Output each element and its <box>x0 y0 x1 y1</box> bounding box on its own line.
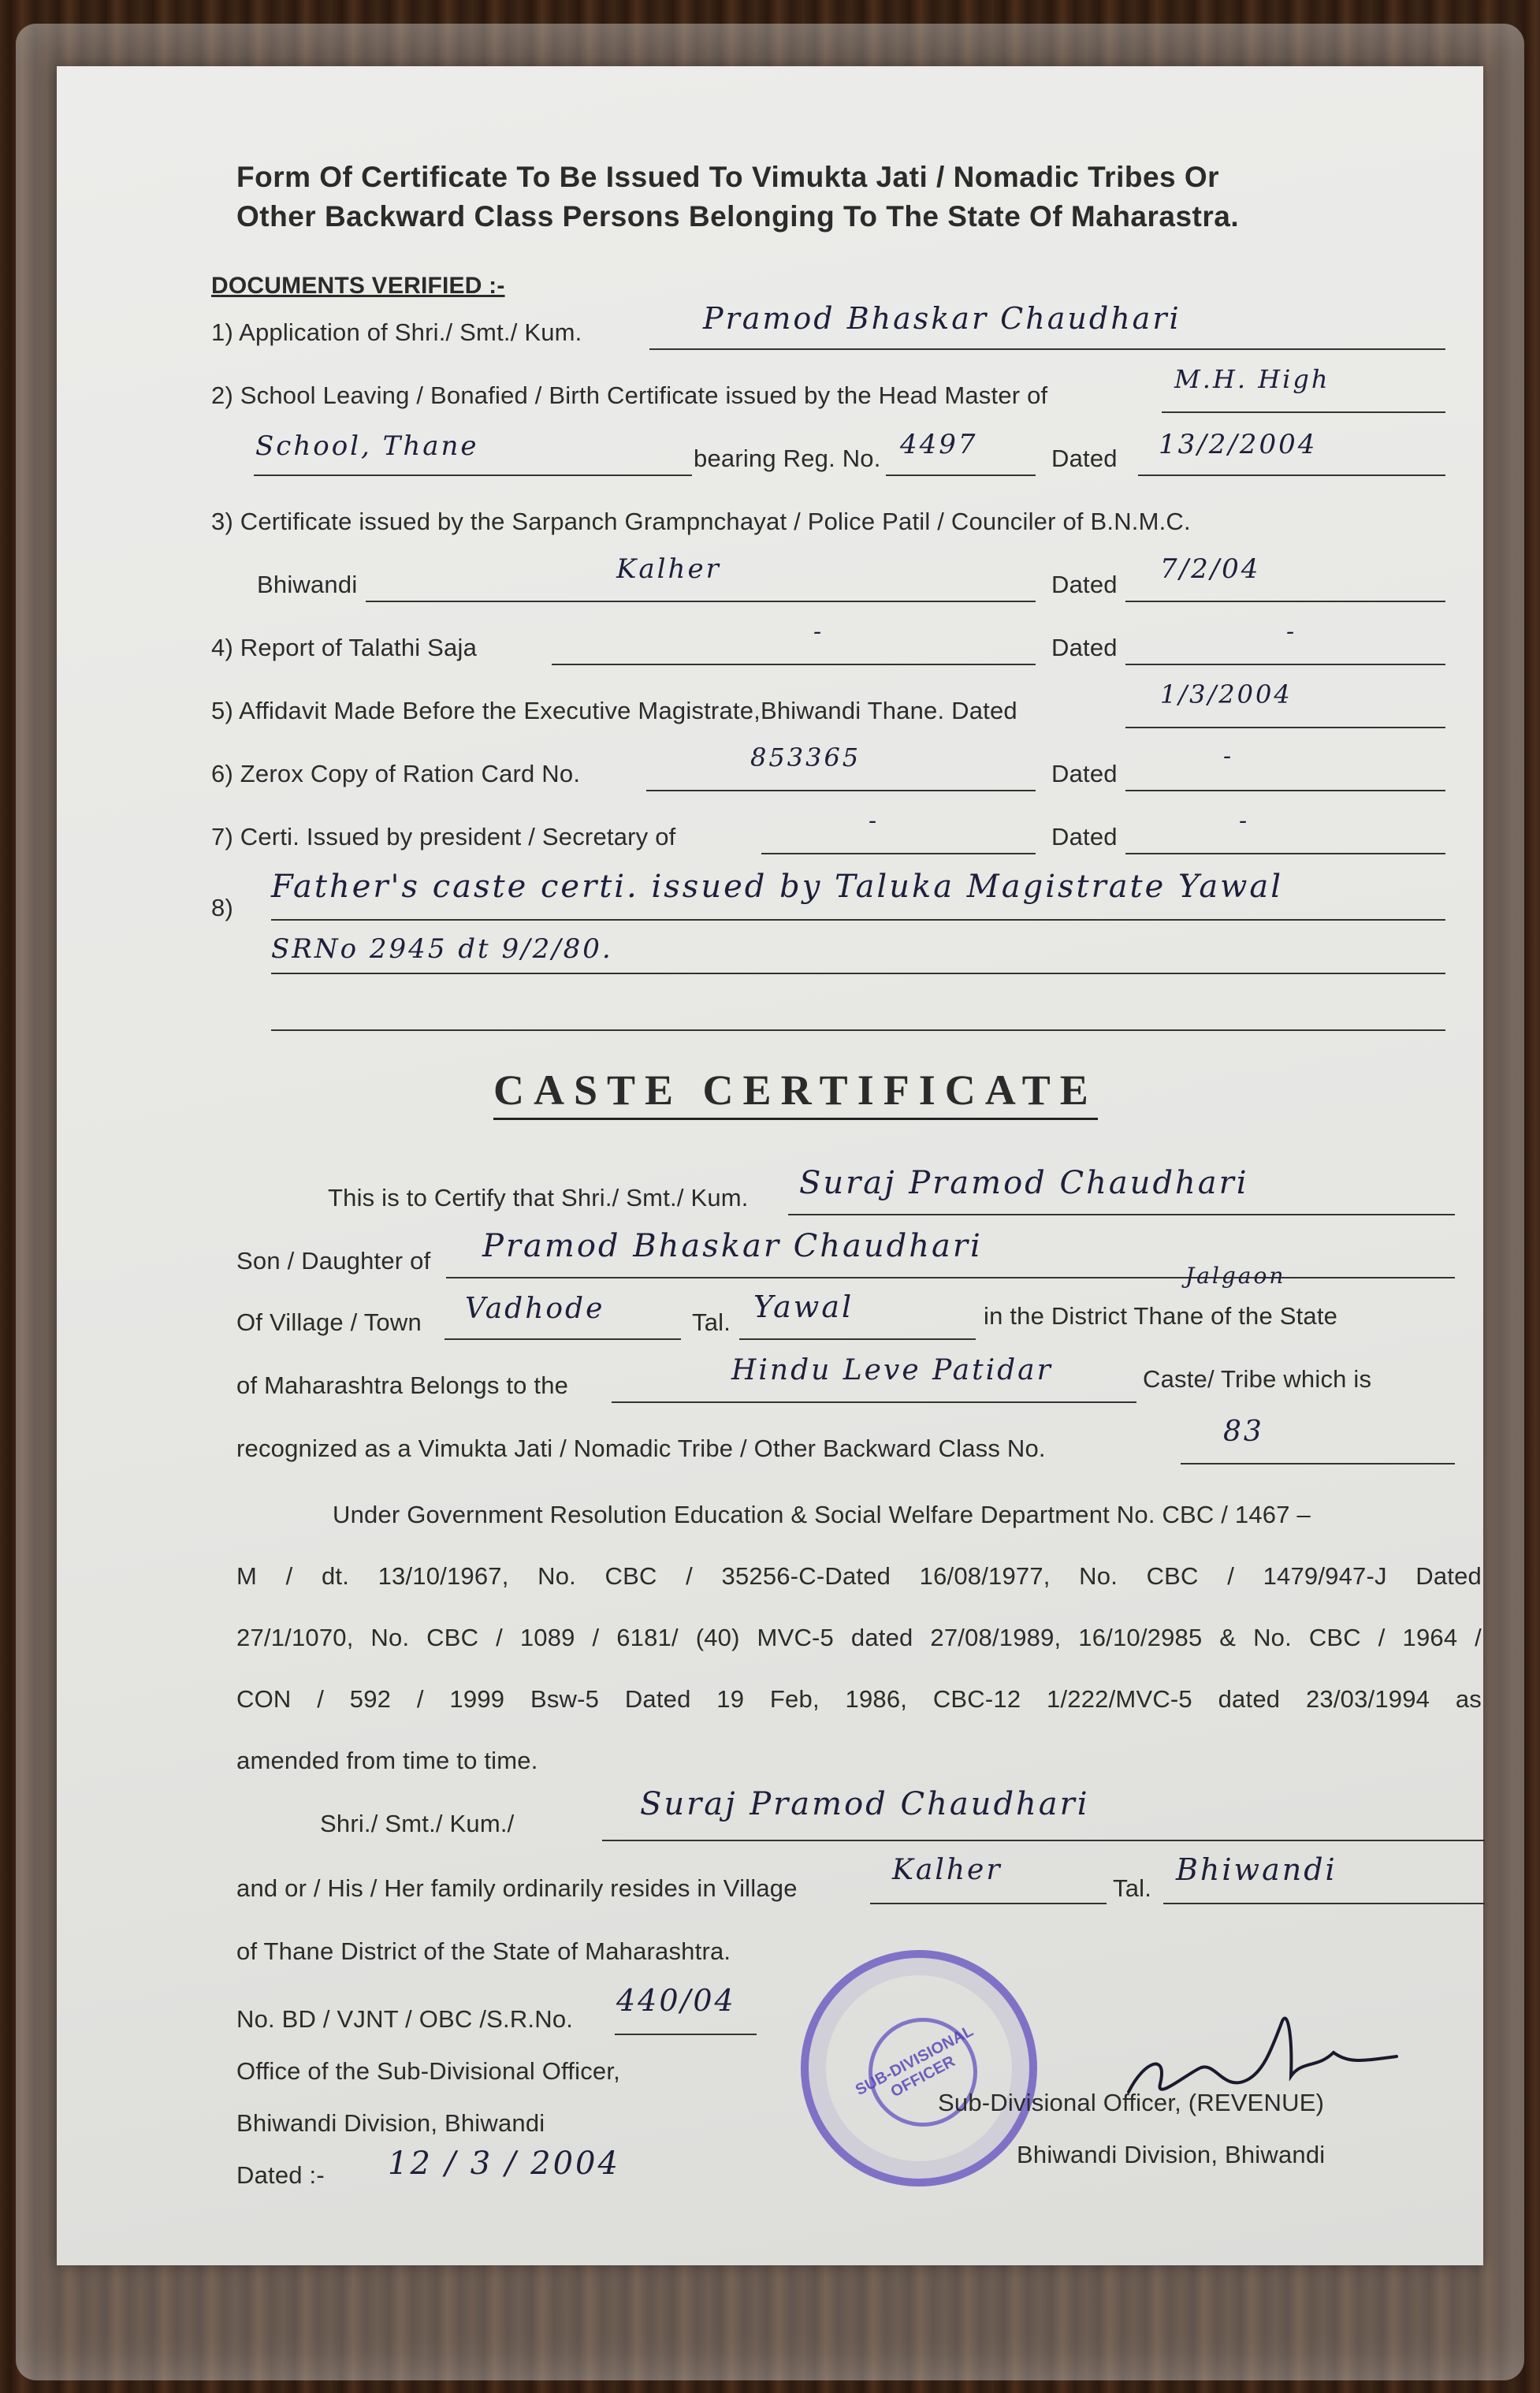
doc-item-8-rule-3 <box>271 1029 1445 1031</box>
doc-item-3-place: Bhiwandi <box>257 571 358 598</box>
form-title-line2: Other Backward Class Persons Belonging To The State Of Maharastra. <box>236 200 1240 233</box>
doc-item-2-value-a: M.H. High <box>1174 364 1330 394</box>
documents-verified-heading: DOCUMENTS VERIFIED :- <box>211 273 505 299</box>
certificate-document <box>57 66 1483 2265</box>
doc-item-2-line-a <box>1162 411 1445 413</box>
district-text: in the District Thane of the State <box>984 1302 1338 1330</box>
resides-name: Suraj Pramod Chaudhari <box>640 1786 1090 1822</box>
seal-text: SUB-DIVISIONAL OFFICER <box>852 2022 976 2101</box>
doc-item-5-dated-value: 1/3/2004 <box>1160 679 1293 709</box>
village-value: Vadhode <box>465 1293 605 1325</box>
class-no-line <box>1181 1463 1455 1464</box>
doc-item-2-dated-line <box>1138 475 1445 476</box>
district-correction: Jalgaon <box>1185 1263 1286 1289</box>
village-label: Of Village / Town <box>236 1308 422 1336</box>
doc-item-4-dated-value: - <box>1286 618 1297 646</box>
sr-no-label: No. BD / VJNT / OBC /S.R.No. <box>236 2005 574 2033</box>
doc-item-3-label: 3) Certificate issued by the Sarpanch Grampnchayat / Police Patil / Counciler of B.N.M.C. <box>211 508 1191 535</box>
doc-item-2-reg-label: bearing Reg. No. <box>694 445 881 472</box>
doc-item-7-dated-label: Dated <box>1051 823 1118 850</box>
doc-item-4-dated-line <box>1125 664 1445 665</box>
doc-item-4-value: - <box>813 618 824 646</box>
doc-item-2-dated-value: 13/2/2004 <box>1159 429 1318 460</box>
resides-tal-line <box>1163 1903 1485 1904</box>
office-line2: Bhiwandi Division, Bhiwandi <box>236 2109 545 2137</box>
tal-line <box>739 1338 976 1340</box>
village-line <box>445 1338 681 1340</box>
sr-no-line <box>615 2034 757 2035</box>
doc-item-2-label: 2) School Leaving / Bonafied / Birth Certificate issued by the Head Master of <box>211 381 1048 409</box>
doc-item-7-label: 7) Certi. Issued by president / Secretary of <box>211 823 676 850</box>
recognized-label: recognized as a Vimukta Jati / Nomadic Tribe / Other Backward Class No. <box>236 1435 1046 1462</box>
doc-item-6-dated-label: Dated <box>1051 760 1118 787</box>
caste-suffix: Caste/ Tribe which is <box>1143 1365 1372 1393</box>
officer-division: Bhiwandi Division, Bhiwandi <box>1017 2141 1326 2168</box>
resides-label: and or / His / Her family ordinarily resides in Village <box>236 1874 798 1902</box>
tal-label: Tal. <box>692 1308 731 1336</box>
doc-item-4-dated-label: Dated <box>1051 634 1118 661</box>
doc-item-2-reg-value: 4497 <box>900 429 978 460</box>
office-line1: Office of the Sub-Divisional Officer, <box>236 2057 620 2085</box>
gr-line4: CON / 592 / 1999 Bsw-5 Dated 19 Feb, 1986, CBC-12 1/222/MVC-5 dated 23/03/1994 as <box>236 1685 1482 1713</box>
doc-item-8-rule-1 <box>271 919 1445 921</box>
gr-line1: Under Government Resolution Education & Social Welfare Department No. CBC / 1467 – <box>333 1501 1311 1528</box>
resides-tal: Bhiwandi <box>1176 1852 1337 1887</box>
belongs-label: of Maharashtra Belongs to the <box>236 1371 569 1399</box>
doc-item-3-dated-value: 7/2/04 <box>1160 553 1261 585</box>
gr-line2: M / dt. 13/10/1967, No. CBC / 35256-C-Dated 16/08/1977, No. CBC / 1479/947-J Dated <box>236 1562 1482 1590</box>
doc-item-5-dated-line <box>1125 727 1445 728</box>
doc-item-2-line-b <box>254 475 692 476</box>
doc-item-8-rule-2 <box>271 973 1445 974</box>
doc-item-7-line <box>761 853 1036 854</box>
doc-item-6-dated-value: - <box>1223 742 1234 770</box>
resides-prefix: Shri./ Smt./ Kum./ <box>320 1810 515 1837</box>
doc-item-7-dated-line <box>1125 853 1445 854</box>
doc-item-7-value: - <box>869 807 880 835</box>
doc-item-5-label: 5) Affidavit Made Before the Executive Magistrate,Bhiwandi Thane. Dated <box>211 697 1017 724</box>
caste-value: Hindu Leve Patidar <box>731 1354 1053 1386</box>
doc-item-6-value: 853365 <box>750 742 861 772</box>
gr-line3: 27/1/1070, No. CBC / 1089 / 6181/ (40) MVC-5 dated 27/08/1989, 16/10/2985 & No. CBC / 1964 / <box>236 1624 1482 1651</box>
doc-item-3-value: Kalher <box>616 553 721 585</box>
sr-no-value: 440/04 <box>616 1983 736 2018</box>
doc-item-2-value-b: School, Thane <box>255 430 479 462</box>
doc-item-7-dated-value: - <box>1239 807 1250 835</box>
dated-value: 12 / 3 / 2004 <box>388 2146 620 2182</box>
resides-village-line <box>870 1903 1107 1904</box>
doc-item-1-value: Pramod Bhaskar Chaudhari <box>703 301 1181 336</box>
certify-label: This is to Certify that Shri./ Smt./ Kum. <box>328 1184 749 1211</box>
doc-item-3-line <box>366 601 1036 602</box>
district-line: of Thane District of the State of Maharashtra. <box>236 1937 731 1965</box>
doc-item-6-line <box>646 790 1036 791</box>
doc-item-1-line <box>649 348 1445 350</box>
doc-item-4-line <box>552 664 1036 665</box>
doc-item-1-label: 1) Application of Shri./ Smt./ Kum. <box>211 318 582 346</box>
officer-title: Sub-Divisional Officer, (REVENUE) <box>938 2089 1325 2116</box>
gr-line5: amended from time to time. <box>236 1747 538 1774</box>
certify-value: Suraj Pramod Chaudhari <box>799 1165 1249 1201</box>
doc-item-3-dated-label: Dated <box>1051 571 1118 598</box>
doc-item-6-label: 6) Zerox Copy of Ration Card No. <box>211 760 581 787</box>
son-value: Pramod Bhaskar Chaudhari <box>482 1228 983 1264</box>
resides-name-line <box>602 1840 1485 1841</box>
doc-item-3-dated-line <box>1125 601 1445 602</box>
certify-line <box>788 1214 1455 1215</box>
caste-certificate-title: CASTE CERTIFICATE <box>493 1066 1098 1120</box>
doc-item-4-label: 4) Report of Talathi Saja <box>211 634 478 661</box>
form-title-line1: Form Of Certificate To Be Issued To Vimukta Jati / Nomadic Tribes Or <box>236 161 1220 193</box>
tal-value: Yawal <box>753 1290 854 1324</box>
son-label: Son / Daughter of <box>236 1247 431 1275</box>
official-seal <box>801 1950 1037 2186</box>
doc-item-2-reg-line <box>886 475 1036 476</box>
resides-village: Kalher <box>892 1854 1002 1886</box>
caste-line <box>612 1401 1136 1403</box>
dated-label: Dated :- <box>236 2161 325 2189</box>
doc-item-6-dated-line <box>1125 790 1445 791</box>
doc-item-8-line1: Father's caste certi. issued by Taluka Magistrate Yawal <box>271 869 1284 905</box>
doc-item-2-dated-label: Dated <box>1051 445 1118 472</box>
class-no-value: 83 <box>1223 1416 1264 1448</box>
resides-tal-label: Tal. <box>1113 1874 1152 1902</box>
doc-item-8-line2: SRNo 2945 dt 9/2/80. <box>271 933 613 965</box>
doc-item-8-label: 8) <box>211 894 233 921</box>
son-line <box>446 1277 1455 1278</box>
